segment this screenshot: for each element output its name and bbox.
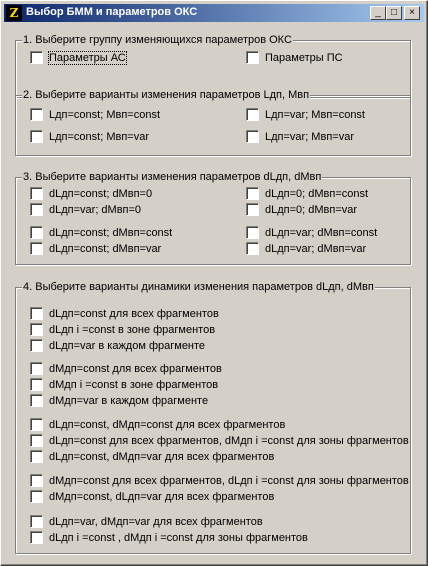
checkbox-g3-5[interactable] (30, 226, 172, 239)
checkbox-label: dLдп=const, dМдп=const для всех фрагментов (49, 418, 286, 431)
group-3 (15, 171, 411, 265)
checkbox-box[interactable] (246, 130, 259, 143)
checkbox-g3-3[interactable] (30, 203, 141, 216)
group-1-title: 1. Выберите группу изменяющихся параметров ОКС (23, 34, 292, 46)
checkbox-box[interactable] (30, 323, 43, 336)
checkbox-g4-11[interactable] (30, 490, 274, 503)
checkbox-box[interactable] (30, 108, 43, 121)
checkbox-g4-8[interactable] (30, 434, 409, 447)
checkbox-label: dLдп i =const в зоне фрагментов (49, 323, 216, 336)
checkbox-g4-3[interactable] (30, 339, 205, 352)
checkbox-g4-7[interactable] (30, 418, 285, 431)
checkbox-label: dLдп=0; dМвп=const (265, 187, 369, 200)
checkbox-g2-1[interactable] (30, 108, 160, 121)
group-3-title: 3. Выберите варианты изменения параметров dLдп, dМвп (23, 171, 322, 183)
minimize-button[interactable]: _ (370, 6, 386, 20)
checkbox-label: dLдп=const; dМвп=0 (49, 187, 153, 200)
checkbox-box[interactable] (246, 226, 259, 239)
checkbox-box[interactable] (246, 242, 259, 255)
checkbox-g4-10[interactable] (30, 474, 409, 487)
group-4 (15, 281, 411, 554)
checkbox-box[interactable] (30, 307, 43, 320)
checkbox-label: dLдп=const; dМвп=const (49, 226, 173, 239)
checkbox-box[interactable] (30, 434, 43, 447)
title-bar[interactable] (4, 4, 424, 22)
group-2-title: 2. Выберите варианты изменения параметров Lдп, Мвп (23, 89, 310, 101)
checkbox-g2-3[interactable] (30, 130, 149, 143)
checkbox-g3-1[interactable] (30, 187, 152, 200)
checkbox-g4-1[interactable] (30, 307, 219, 320)
checkbox-label: dМдп=var в каждом фрагменте (49, 394, 209, 407)
checkbox-label: Lдп=var; Мвп=const (265, 108, 365, 121)
checkbox-box[interactable] (30, 490, 43, 503)
checkbox-box[interactable] (30, 474, 43, 487)
checkbox-label: Lдп=const; Мвп=const (49, 108, 160, 121)
checkbox-label: dLдп=var в каждом фрагменте (49, 339, 206, 352)
checkbox-box[interactable] (30, 531, 43, 544)
checkbox-g2-2[interactable] (246, 108, 365, 121)
checkbox-box[interactable] (30, 378, 43, 391)
checkbox-box[interactable] (30, 226, 43, 239)
group-2 (15, 89, 411, 156)
checkbox-label: dLдп=var; dМвп=0 (49, 203, 142, 216)
checkbox-g4-4[interactable] (30, 362, 222, 375)
checkbox-box[interactable] (246, 51, 259, 64)
checkbox-g4-5[interactable] (30, 378, 218, 391)
checkbox-label: dМдп=const, dLдп=var для всех фрагментов (49, 490, 275, 503)
checkbox-label: dLдп=0; dМвп=var (265, 203, 358, 216)
checkbox-g4-13[interactable] (30, 531, 308, 544)
checkbox-box[interactable] (30, 339, 43, 352)
checkbox-g3-4[interactable] (246, 203, 357, 216)
checkbox-label: dМдп=const для всех фрагментов (49, 362, 222, 375)
checkbox-label: dМдп=const для всех фрагментов, dLдп i =const для зоны фрагментов (49, 474, 409, 487)
window-title: Выбор БММ и параметров ОКС (26, 6, 198, 18)
checkbox-params-ps[interactable] (246, 51, 343, 64)
checkbox-label: dLдп=const; dМвп=var (49, 242, 162, 255)
checkbox-box[interactable] (30, 187, 43, 200)
checkbox-label: Параметры ПС (265, 51, 343, 64)
checkbox-box[interactable] (30, 130, 43, 143)
checkbox-label: dLдп=var; dМвп=const (265, 226, 378, 239)
checkbox-box[interactable] (30, 242, 43, 255)
checkbox-g3-7[interactable] (30, 242, 161, 255)
checkbox-label: dМдп i =const в зоне фрагментов (49, 378, 219, 391)
group-4-title: 4. Выберите варианты динамики изменения параметров dLдп, dМвп (23, 281, 374, 293)
checkbox-g3-8[interactable] (246, 242, 366, 255)
checkbox-label: dLдп=var, dМдп=var для всех фрагментов (49, 515, 263, 528)
checkbox-g3-6[interactable] (246, 226, 377, 239)
checkbox-label: dLдп i =const , dМдп i =const для зоны фрагментов (49, 531, 308, 544)
checkbox-g4-6[interactable] (30, 394, 208, 407)
checkbox-label: dLдп=const, dМдп=var для всех фрагментов (49, 450, 275, 463)
checkbox-label: Lдп=var; Мвп=var (265, 130, 354, 143)
checkbox-box[interactable] (30, 450, 43, 463)
checkbox-params-as[interactable] (30, 51, 126, 64)
app-logo-icon: Z (6, 5, 22, 21)
checkbox-box[interactable] (246, 203, 259, 216)
checkbox-label: dLдп=const для всех фрагментов (49, 307, 219, 320)
checkbox-g4-2[interactable] (30, 323, 215, 336)
checkbox-label: dLдп=const для всех фрагментов, dМдп i =const для зоны фрагментов (49, 434, 409, 447)
checkbox-box[interactable] (30, 394, 43, 407)
maximize-button[interactable]: □ (386, 6, 402, 20)
close-button[interactable]: × (404, 6, 420, 20)
checkbox-label: Параметры АС (49, 51, 126, 64)
checkbox-box[interactable] (30, 515, 43, 528)
checkbox-box[interactable] (30, 51, 43, 64)
checkbox-g4-12[interactable] (30, 515, 263, 528)
checkbox-box[interactable] (30, 418, 43, 431)
checkbox-box[interactable] (246, 187, 259, 200)
checkbox-box[interactable] (30, 203, 43, 216)
checkbox-g2-4[interactable] (246, 130, 354, 143)
checkbox-box[interactable] (30, 362, 43, 375)
checkbox-box[interactable] (246, 108, 259, 121)
checkbox-label: dLдп=var; dМвп=var (265, 242, 367, 255)
checkbox-g3-2[interactable] (246, 187, 368, 200)
checkbox-label: Lдп=const; Мвп=var (49, 130, 149, 143)
checkbox-g4-9[interactable] (30, 450, 274, 463)
